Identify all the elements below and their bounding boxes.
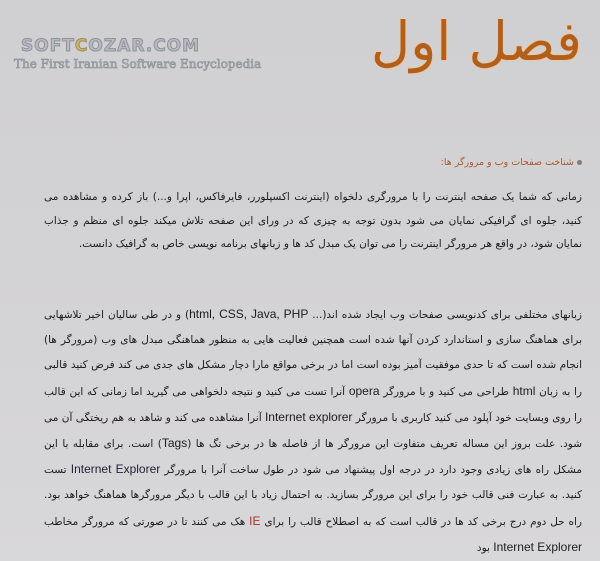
p2-seg-12: تست کنید. به عبارت فنی قالب خود را برای این مرورگر بسازید. به احتمال زیاد با این قالب با دیگر مرورگرها هماهنگ خواهد بود. راه حل دوم درج برخی کد ها در قالب است که به اصطلاح قالب را برای (44, 464, 582, 528)
p2-html-term: html (512, 383, 536, 398)
paragraph-1-text: زمانی که شما یک صفحه اینترنت را با مرورگری دلخواه (اینترنت اکسپلورر، فایرفاکس، اپرا و...) باز کرده و مشاهده می کنید، جلوه ای گرافیکی نمایان می شود بدون توجه به چیزی که در ورای این صفحه تلاش میکند جلوه ای منظم و جذاب نمایان شود، در واقع هر مرورگر اینترنت را می توان یک مبدل کد ها و زبانهای برنامه نویسی خاص به گرافیک دانست. (44, 191, 582, 250)
bullet-icon (577, 160, 582, 165)
p2-ie-term-2: Internet Explorer (70, 462, 161, 477)
p2-seg-0: زبانهای مختلفی برای کدنویسی صفحات وب ایجاد شده اند(... (308, 309, 582, 321)
p2-tags-term: Tags (161, 436, 188, 451)
p2-lang-list: html, CSS, Java, PHP (189, 307, 309, 321)
softgozar-watermark (14, 36, 262, 72)
p2-ie-term-3: Internet Explorer (493, 539, 582, 554)
paragraph-2-text (44, 302, 582, 561)
section-heading-text: شناخت صفحات وب و مرورگر ها: (440, 157, 574, 168)
p2-seg-4: طراحی می کنید و با مرورگر (379, 385, 513, 398)
watermark-brand (14, 36, 244, 56)
p2-seg-6: آنرا تست می کنید و نتیجه دلخواهی می گیرید اما زمانی که این قالب را روی وبسایت خود آپلود می کنید کاربری با مرورگر (44, 385, 582, 424)
watermark-brand-accent: C (74, 36, 89, 56)
p2-ie-abbrev: IE (249, 513, 261, 528)
p2-ie-term-1: Internet explorer (264, 409, 353, 424)
section-heading (441, 157, 582, 168)
p2-seg-14: هک می کنند تا در صورتی که مرورگر مخاطب (44, 515, 250, 528)
paragraph-2 (44, 302, 582, 561)
p2-opera-term: opera (348, 383, 380, 398)
watermark-brand-suffix: OZAR.COM (88, 36, 201, 56)
watermark-tagline: The First Iranian Software Encyclopedia (14, 57, 262, 71)
p2-seg-2: ) و در طی سالیان اخیر تلاشهایی برای هماهنگ سازی و استاندارد کردن آنها شده است همچنین فعالیت هایی به منظور هماهنگی مبدل های وب (مرورگر ها) انجام شده است که تا حدی موفقیت آمیز بوده است اما در برخی مواقع مارا دچار مشکل های جدی می کند فرض کنید قالبی را به زبان (44, 309, 582, 398)
paragraph-1 (44, 186, 582, 257)
chapter-title: فصل اول (370, 10, 582, 73)
p2-seg-8: آنرا مشاهده می کند و شاهد به هم ریختگی آن می شود. علت بروز این مساله تعریف متفاوت این مرورگر ها از فاصله ها در برخی تگ ها ( (44, 411, 583, 451)
watermark-brand-prefix: SOFT (21, 36, 75, 56)
p2-seg-16: بود (476, 541, 494, 554)
p2-seg-10: ) است. برای مقابله با این مشکل راه های زیادی وجود دارد در درجه اول پیشنهاد می شود در طول ساخت آنرا با مرورگر (44, 438, 582, 477)
